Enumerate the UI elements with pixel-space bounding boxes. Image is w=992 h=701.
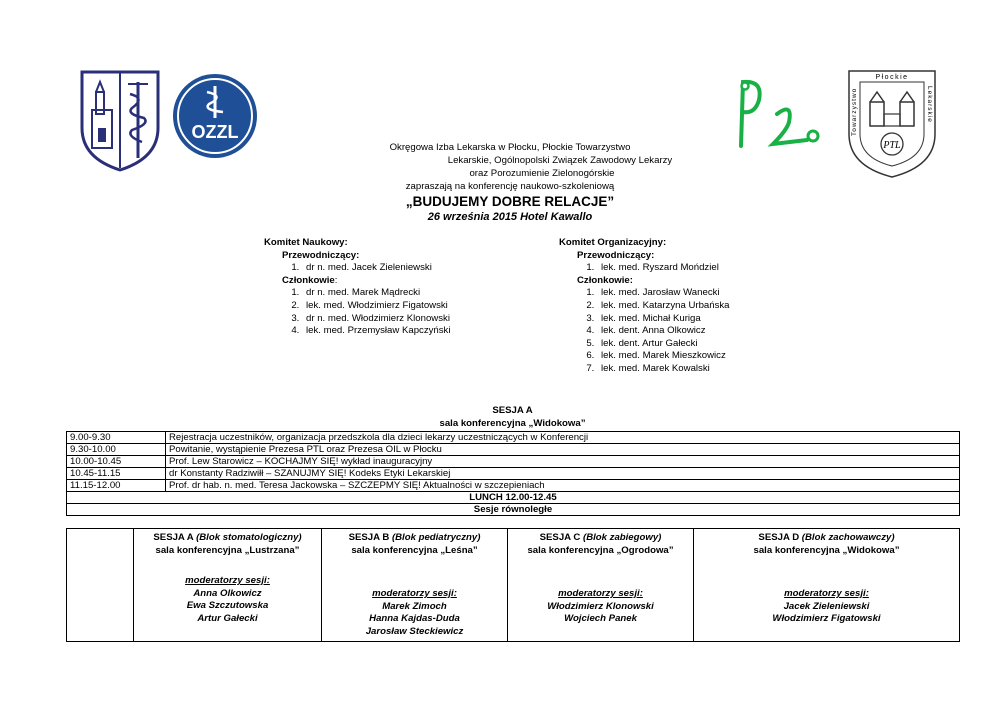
committee-member: 3. lek. med. Michał Kuriga — [597, 313, 809, 326]
intro-line: Okręgowa Izba Lekarska w Płocku, Płockie Towarzystwo — [389, 142, 631, 153]
schedule-item: Prof. dr hab. n. med. Teresa Jackowska – SZCZEPMY SIĘ! Aktualności w szczepieniach — [166, 480, 960, 492]
table-row — [67, 480, 960, 492]
schedule-item: Powitanie, wystąpienie Prezesa PTL oraz Prezesa OIL w Płocku — [166, 444, 960, 456]
table-row — [67, 529, 960, 642]
schedule-item: Prof. Lew Starowicz – KOCHAJMY SIĘ! wykład inauguracyjny — [166, 456, 960, 468]
committee-heading: Komitet Organizacyjny: — [559, 237, 667, 248]
svg-text:Płockie: Płockie — [875, 74, 909, 81]
members-heading: Członkowie: — [577, 274, 633, 286]
intro-line: oraz Porozumienie Zielonogórskie — [469, 168, 615, 179]
svg-text:Lekarskie: Lekarskie — [926, 86, 933, 123]
committee-chair: 1. dr n. med. Jacek Zieleniewski — [302, 262, 514, 275]
intro-line: Lekarskie, Ogólnopolski Związek Zawodowy Lekarzy — [447, 155, 673, 166]
oil-crest-logo — [80, 70, 160, 172]
schedule-table — [66, 431, 960, 516]
svg-text:PTL: PTL — [883, 140, 901, 151]
conference-date: 26 września 2015 Hotel Kawallo — [427, 211, 593, 223]
intro-line: zapraszają na konferencję naukowo-szkoleniową — [405, 181, 615, 192]
committee-chair: 1. lek. med. Ryszard Mońdziel — [597, 262, 809, 275]
schedule-item: Rejestracja uczestników, organizacja przedszkola dla dzieci lekarzy uczestniczących w Konferencji — [166, 432, 960, 444]
parallel-sessions-row: Sesje równoległe — [67, 504, 960, 516]
organizing-committee — [559, 237, 809, 376]
table-row — [67, 456, 960, 468]
committee-member: 2. lek. med. Włodzimierz Figatowski — [302, 300, 514, 313]
committee-heading: Komitet Naukowy: — [264, 237, 348, 248]
chair-heading: Przewodniczący: — [282, 249, 360, 261]
table-row — [67, 432, 960, 444]
committee-member: 1. lek. med. Jarosław Wanecki — [597, 287, 809, 300]
parallel-session: SESJA D (Blok zachowawczy) sala konferencyjna „Widokowa” moderatorzy sesji: Jacek Zieleniewski Włodzimierz Figatowski — [694, 529, 960, 642]
parallel-session: SESJA B (Blok pediatryczny) sala konferencyjna „Leśna” moderatorzy sesji: Marek Zimoch Hanna Kajdas-Duda Jarosław Steckiewicz — [322, 529, 508, 642]
chair-heading: Przewodniczący: — [577, 249, 655, 261]
table-row — [67, 492, 960, 504]
empty-cell — [67, 529, 134, 642]
svg-text:Towarzystwo: Towarzystwo — [851, 87, 858, 136]
scientific-committee — [264, 237, 514, 338]
lunch-row: LUNCH 12.00-12.45 — [67, 492, 960, 504]
members-heading: Członkowie: — [282, 274, 338, 286]
committee-member: 2. lek. med. Katarzyna Urbańska — [597, 300, 809, 313]
schedule-item: dr Konstanty Radziwiłł – SZANUJMY SIĘ! Kodeks Etyki Lekarskiej — [166, 468, 960, 480]
schedule-time: 9.30-10.00 — [67, 444, 166, 456]
schedule-time: 9.00-9.30 — [67, 432, 166, 444]
committee-member: 3. dr n. med. Włodzimierz Klonowski — [302, 313, 514, 326]
committee-member: 7. lek. med. Marek Kowalski — [597, 363, 809, 376]
table-row — [67, 444, 960, 456]
intro-text — [240, 141, 780, 193]
committee-member: 5. lek. dent. Artur Gałecki — [597, 338, 809, 351]
ptl-crest-logo — [846, 68, 938, 180]
session-a-room: sala konferencyjna „Widokowa” — [439, 418, 586, 429]
table-row — [67, 504, 960, 516]
committee-member: 6. lek. med. Marek Mieszkowicz — [597, 350, 809, 363]
parallel-session: SESJA C (Blok zabiegowy) sala konferencyjna „Ogrodowa” moderatorzy sesji: Włodzimierz Klonowski Wojciech Panek — [508, 529, 694, 642]
schedule-time: 11.15-12.00 — [67, 480, 166, 492]
conference-title: „BUDUJEMY DOBRE RELACJE” — [405, 194, 615, 209]
schedule-time: 10.45-11.15 — [67, 468, 166, 480]
committee-member: 1. dr n. med. Marek Mądrecki — [302, 287, 514, 300]
parallel-sessions-table — [66, 528, 960, 642]
schedule-time: 10.00-10.45 — [67, 456, 166, 468]
parallel-session: SESJA A (Blok stomatologiczny) sala konferencyjna „Lustrzana” moderatorzy sesji: Anna Olkowicz Ewa Szczutowska Artur Gałecki — [134, 529, 322, 642]
table-row — [67, 468, 960, 480]
svg-text:OZZL: OZZL — [191, 122, 239, 142]
committee-member: 4. lek. med. Przemysław Kapczyński — [302, 325, 514, 338]
session-a-title: SESJA A — [492, 405, 533, 416]
committee-member: 4. lek. dent. Anna Olkowicz — [597, 325, 809, 338]
